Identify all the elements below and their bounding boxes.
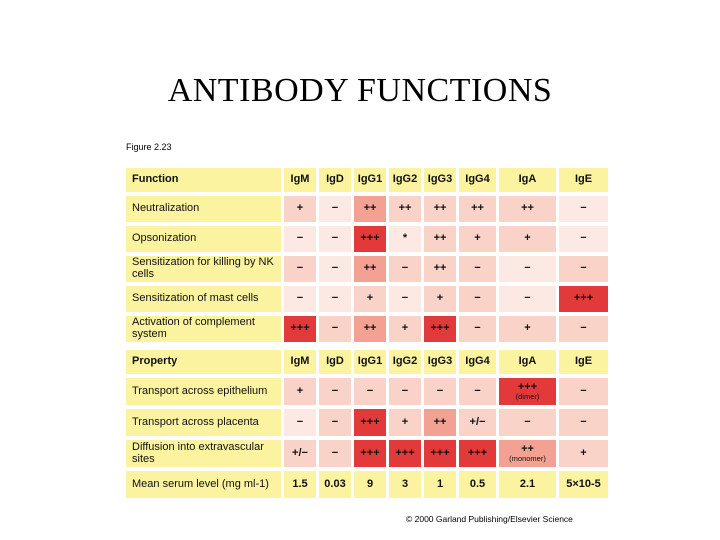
table-cell: + bbox=[354, 286, 386, 312]
table-cell: − bbox=[319, 378, 351, 405]
table-cell: ++ bbox=[499, 196, 556, 222]
table-cell: − bbox=[354, 378, 386, 405]
table-cell: ++ bbox=[354, 316, 386, 342]
table-cell: − bbox=[319, 316, 351, 342]
column-header-igg4: IgG4 bbox=[459, 168, 496, 192]
table-cell: ++ bbox=[424, 409, 456, 436]
row-label: Neutralization bbox=[126, 196, 281, 222]
slide-title: ANTIBODY FUNCTIONS bbox=[167, 72, 553, 109]
column-header-igg2: IgG2 bbox=[389, 168, 421, 192]
table-cell: − bbox=[319, 226, 351, 252]
table-cell: − bbox=[459, 256, 496, 282]
table-cell: ++ bbox=[354, 256, 386, 282]
column-header-igg1: IgG1 bbox=[354, 350, 386, 374]
column-header-iga: IgA bbox=[499, 168, 556, 192]
column-header-igd: IgD bbox=[319, 350, 351, 374]
table-cell: 0.5 bbox=[459, 471, 496, 498]
table-cell: ++ bbox=[424, 226, 456, 252]
table-cell: + bbox=[499, 226, 556, 252]
table-cell: − bbox=[319, 409, 351, 436]
row-label: Sensitization for killing by NK cells bbox=[126, 256, 281, 282]
table-cell: − bbox=[459, 378, 496, 405]
table-cell: 3 bbox=[389, 471, 421, 498]
table-cell: − bbox=[424, 378, 456, 405]
table-cell: 2.1 bbox=[499, 471, 556, 498]
table-cell: + bbox=[424, 286, 456, 312]
table-cell: ++ bbox=[424, 256, 456, 282]
column-header-igm: IgM bbox=[284, 168, 316, 192]
table-cell: + bbox=[284, 378, 316, 405]
figure-credit: © 2000 Garland Publishing/Elsevier Science bbox=[406, 514, 573, 524]
functions-table bbox=[126, 168, 608, 342]
table-cell: − bbox=[559, 378, 608, 405]
table-cell: − bbox=[284, 256, 316, 282]
row-label: Transport across epithelium bbox=[126, 378, 281, 405]
table-cell: +++ bbox=[389, 440, 421, 467]
table-cell: +/− bbox=[284, 440, 316, 467]
table-cell: + bbox=[459, 226, 496, 252]
table-cell: − bbox=[319, 286, 351, 312]
column-header-igg4: IgG4 bbox=[459, 350, 496, 374]
table-cell: ++ bbox=[459, 196, 496, 222]
table-cell: ++ bbox=[354, 196, 386, 222]
table-cell: − bbox=[284, 226, 316, 252]
cell-value: +++ bbox=[517, 380, 538, 393]
table-cell: − bbox=[389, 286, 421, 312]
column-header-igg3: IgG3 bbox=[424, 168, 456, 192]
table-cell: +++ bbox=[424, 440, 456, 467]
row-label: Sensitization of mast cells bbox=[126, 286, 281, 312]
table-cell: + bbox=[389, 409, 421, 436]
table-cell: * bbox=[389, 226, 421, 252]
column-header-iga: IgA bbox=[499, 350, 556, 374]
table-cell: ++ bbox=[424, 196, 456, 222]
row-label: Diffusion into extravascular sites bbox=[126, 440, 281, 467]
table-cell: − bbox=[559, 316, 608, 342]
column-header-igm: IgM bbox=[284, 350, 316, 374]
table-cell: − bbox=[319, 256, 351, 282]
cell-note: (monomer) bbox=[509, 454, 546, 464]
row-label: Activation of complement system bbox=[126, 316, 281, 342]
table-cell: − bbox=[319, 440, 351, 467]
column-header-ige: IgE bbox=[559, 168, 608, 192]
table-cell: − bbox=[284, 409, 316, 436]
row-label: Opsonization bbox=[126, 226, 281, 252]
table-cell: − bbox=[499, 286, 556, 312]
table-cell: 1.5 bbox=[284, 471, 316, 498]
table-cell: + bbox=[499, 316, 556, 342]
table-cell bbox=[499, 378, 556, 405]
table-cell: +++ bbox=[424, 316, 456, 342]
table-cell: +++ bbox=[459, 440, 496, 467]
table-cell: − bbox=[499, 256, 556, 282]
table-cell: +++ bbox=[284, 316, 316, 342]
table-cell: − bbox=[499, 409, 556, 436]
table-cell: 9 bbox=[354, 471, 386, 498]
column-header-igd: IgD bbox=[319, 168, 351, 192]
table-cell: − bbox=[559, 226, 608, 252]
column-header-igg3: IgG3 bbox=[424, 350, 456, 374]
table-cell: +/− bbox=[459, 409, 496, 436]
table-cell: +++ bbox=[559, 286, 608, 312]
table-cell: +++ bbox=[354, 409, 386, 436]
table-cell: + bbox=[559, 440, 608, 467]
column-header-label: Function bbox=[126, 168, 281, 192]
column-header-igg2: IgG2 bbox=[389, 350, 421, 374]
table-cell: − bbox=[284, 286, 316, 312]
column-header-label: Property bbox=[126, 350, 281, 374]
table-cell: − bbox=[559, 409, 608, 436]
table-cell: + bbox=[389, 316, 421, 342]
table-cell: − bbox=[319, 196, 351, 222]
table-cell: − bbox=[389, 256, 421, 282]
table-cell: 0.03 bbox=[319, 471, 351, 498]
row-label: Mean serum level (mg ml-1) bbox=[126, 471, 281, 498]
table-cell: ++ bbox=[389, 196, 421, 222]
figure-label: Figure 2.23 bbox=[126, 142, 172, 152]
table-cell: +++ bbox=[354, 226, 386, 252]
table-cell: − bbox=[459, 286, 496, 312]
column-header-ige: IgE bbox=[559, 350, 608, 374]
cell-value: ++ bbox=[521, 442, 534, 455]
table-cell bbox=[499, 440, 556, 467]
table-cell: + bbox=[284, 196, 316, 222]
table-cell: 1 bbox=[424, 471, 456, 498]
table-cell: 5×10-5 bbox=[559, 471, 608, 498]
properties-table bbox=[126, 350, 608, 526]
table-cell: +++ bbox=[354, 440, 386, 467]
table-cell: − bbox=[459, 316, 496, 342]
table-cell: − bbox=[559, 196, 608, 222]
column-header-igg1: IgG1 bbox=[354, 168, 386, 192]
row-label: Transport across placenta bbox=[126, 409, 281, 436]
cell-note: (dimer) bbox=[515, 392, 540, 402]
table-cell: − bbox=[389, 378, 421, 405]
table-cell: − bbox=[559, 256, 608, 282]
